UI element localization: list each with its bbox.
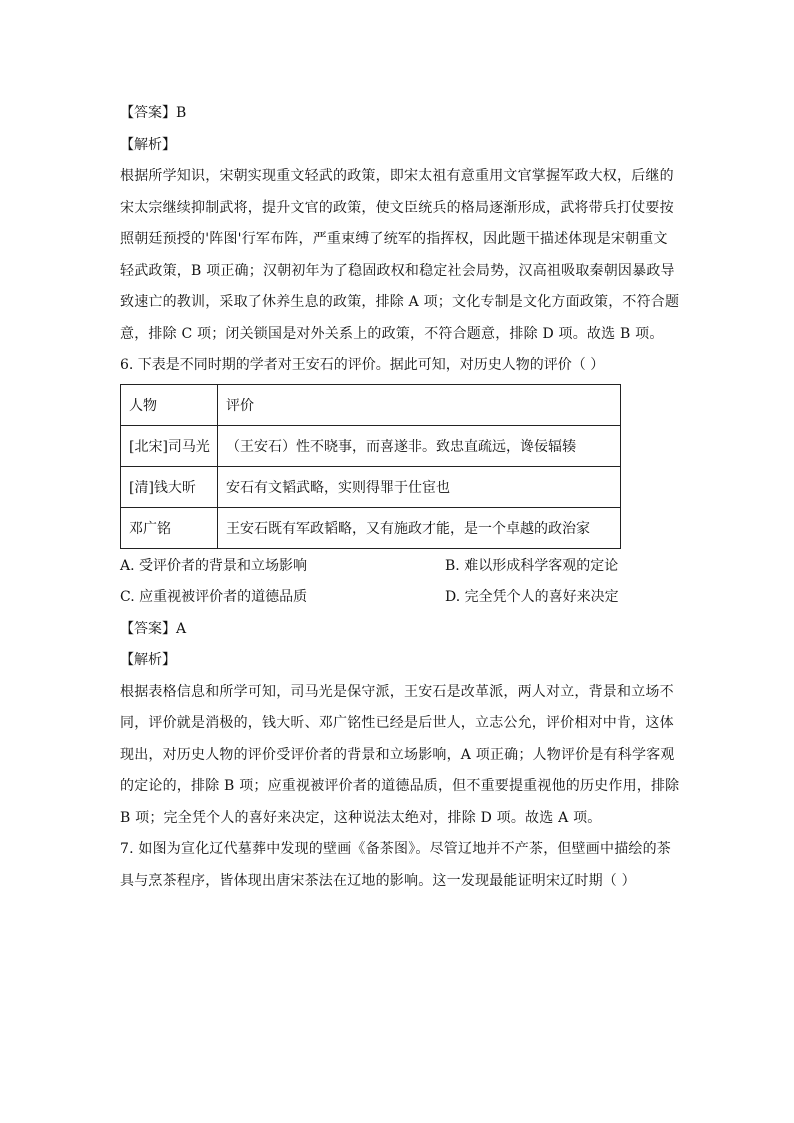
table-header-cell: 评价 bbox=[218, 384, 621, 425]
option-b: B. 难以形成科学客观的定论 bbox=[445, 557, 619, 574]
q5-analysis-line: 致速亡的教训，采取了休养生息的政策，排除 A 项；文化专制是文化方面政策，不符合题 bbox=[120, 294, 680, 310]
q6-analysis-line: 同，评价就是消极的，钱大昕、邓广铭性已经是后世人，立志公允，评价相对中肯，这体 bbox=[120, 715, 674, 731]
option-c: C. 应重视被评价者的道德品质 bbox=[120, 589, 308, 605]
table-cell-evaluation: 安石有文韬武略，实则得罪于仕宦也 bbox=[218, 466, 621, 507]
q5-analysis-line: 根据所学知识，宋朝实现重文轻武的政策，即宋太祖有意重用文官掌握军政大权，后继的 bbox=[120, 168, 674, 184]
table-cell-evaluation: 王安石既有军政韬略，又有施政才能，是一个卓越的政治家 bbox=[218, 507, 621, 548]
table-cell-person: [北宋]司马光 bbox=[121, 425, 218, 466]
table-header-row bbox=[121, 384, 621, 425]
q6-analysis-line: 现出，对历史人物的评价受评价者的背景和立场影响，A 项正确；人物评价是有科学客观 bbox=[120, 746, 675, 763]
q7-stem bbox=[120, 834, 672, 897]
q5-analysis-line: 轻武政策，B 项正确；汉朝初年为了稳固政权和稳定社会局势，汉高祖吸取秦朝因暴政导 bbox=[120, 262, 675, 279]
table-cell-person: 邓广铭 bbox=[121, 507, 218, 548]
option-a: A. 受评价者的背景和立场影响 bbox=[120, 557, 308, 574]
q5-analysis-line: 照朝廷预授的'阵图'行军布阵，严重束缚了统军的指挥权，因此题干描述体现是宋朝重文 bbox=[120, 231, 668, 247]
table-row bbox=[121, 425, 621, 466]
q6-analysis-label: 【解析】 bbox=[120, 652, 176, 668]
q5-analysis-label: 【解析】 bbox=[120, 136, 176, 153]
q6-stem: 6. 下表是不同时期的学者对王安石的评价。据此可知，对历史人物的评价（ ） bbox=[120, 357, 605, 373]
option-d: D. 完全凭个人的喜好来决定 bbox=[445, 589, 619, 605]
q6-analysis-line: 的定论的，排除 B 项；应重视被评价者的道德品质，但不重要提重视他的历史作用，排除 bbox=[120, 778, 680, 794]
q7-stem-line: 具与烹茶程序，皆体现出唐宋茶法在辽地的影响。这一发现最能证明宋辽时期（ ） bbox=[120, 872, 636, 889]
q6-answer: 【答案】A bbox=[120, 620, 187, 637]
table-header-cell: 人物 bbox=[121, 384, 218, 425]
q6-options bbox=[120, 551, 660, 614]
q7-stem-line: 7. 如图为宣化辽代墓葬中发现的壁画《备茶图》。尽管辽地并不产茶，但壁画中描绘的茶 bbox=[120, 841, 672, 857]
q6-analysis bbox=[120, 677, 680, 835]
exam-page bbox=[120, 98, 680, 897]
table-row bbox=[121, 507, 621, 548]
q5-analysis-line: 宋太宗继续抑制武将，提升文官的政策，使文臣统兵的格局逐渐形成，武将带兵打仗要按 bbox=[120, 199, 674, 216]
q5-analysis bbox=[120, 161, 680, 350]
table-cell-evaluation: （王安石）性不晓事，而喜遂非。致忠直疏远，谗佞辐辏 bbox=[218, 425, 621, 466]
table-cell-person: [清]钱大昕 bbox=[121, 466, 218, 507]
q5-answer: 【答案】B bbox=[120, 105, 187, 121]
q5-analysis-line: 意，排除 C 项；闭关锁国是对外关系上的政策，不符合题意，排除 D 项。故选 B 项。 bbox=[120, 325, 664, 342]
evaluation-table bbox=[120, 384, 621, 549]
q6-analysis-line: 根据表格信息和所学可知，司马光是保守派，王安石是改革派，两人对立，背景和立场不 bbox=[120, 683, 674, 700]
q6-analysis-line: B 项；完全凭个人的喜好来决定，这种说法太绝对，排除 D 项。故选 A 项。 bbox=[120, 809, 602, 826]
table-row bbox=[121, 466, 621, 507]
